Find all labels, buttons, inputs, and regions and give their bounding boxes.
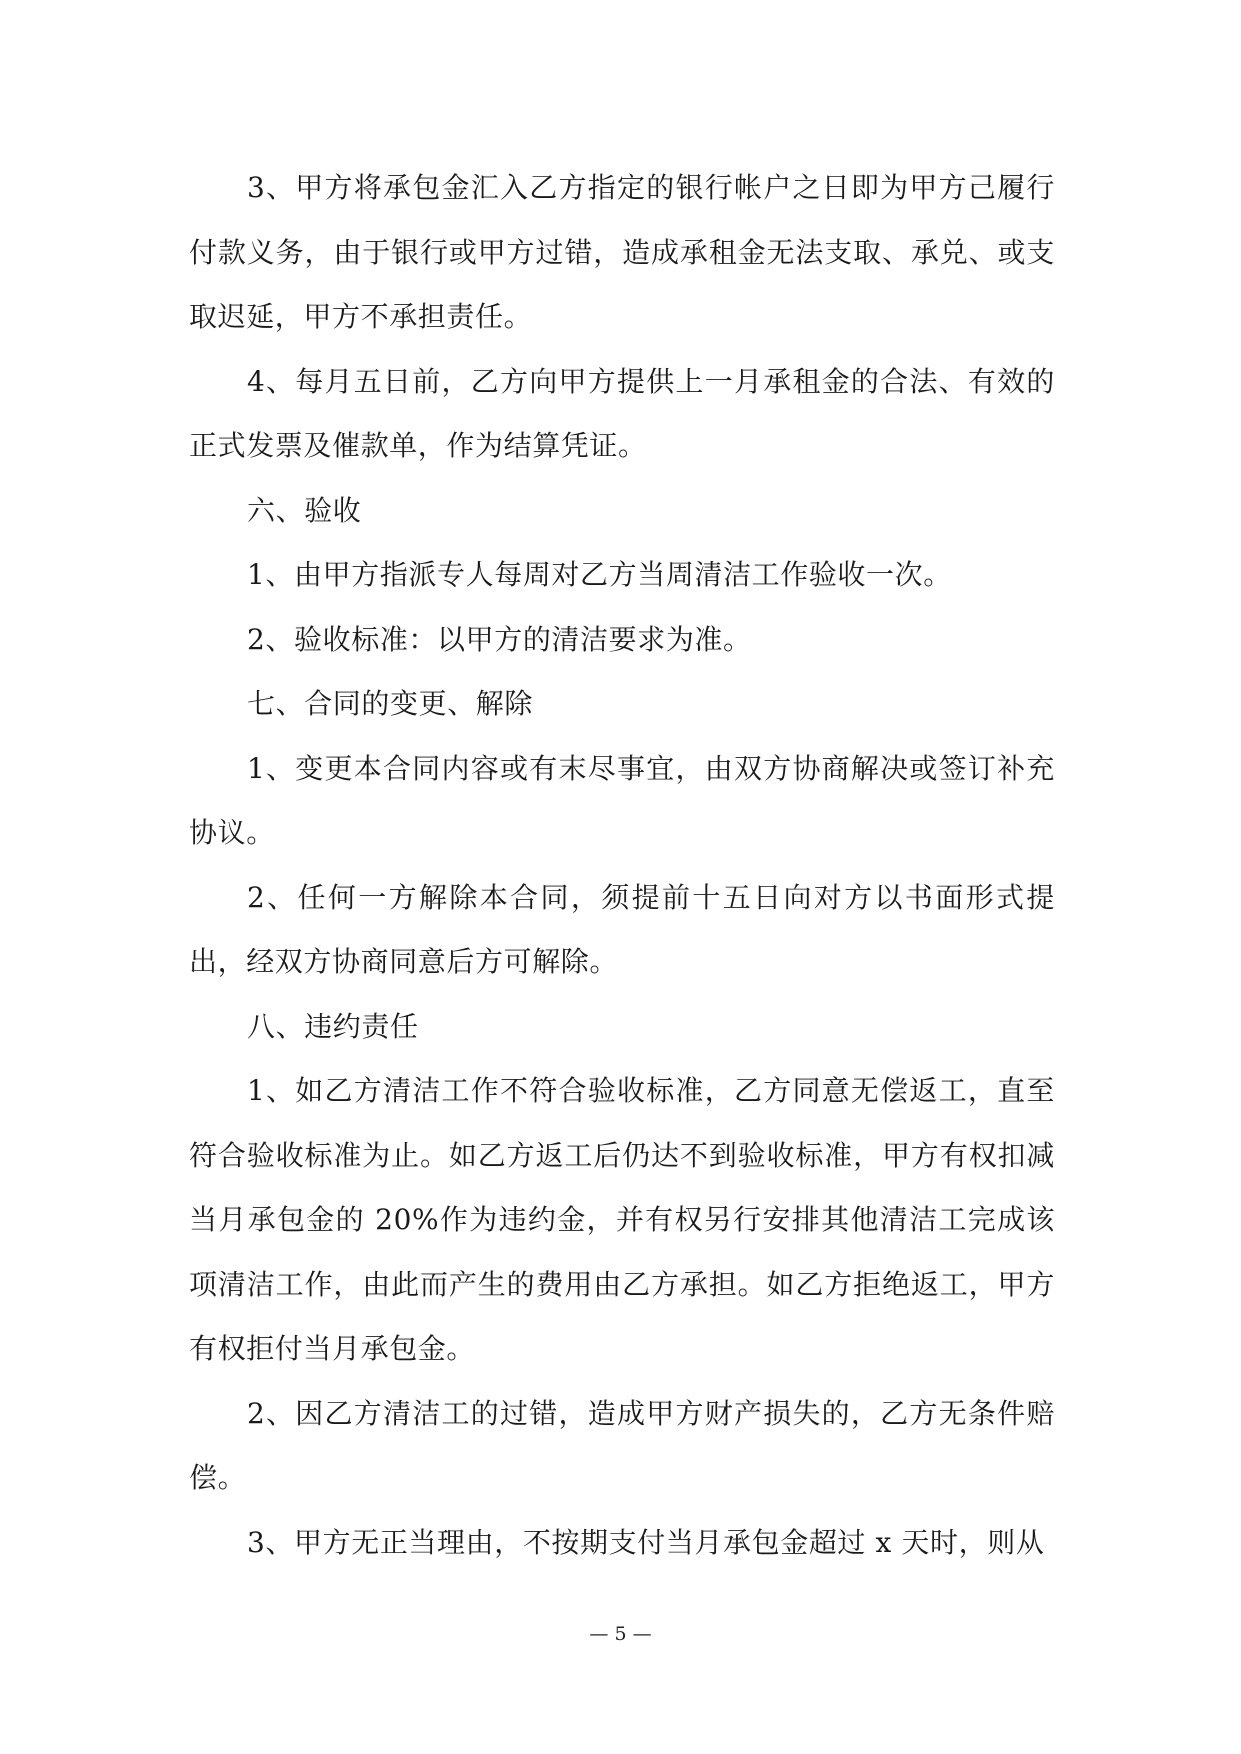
paragraph-acceptance-clause-2: 2、验收标准：以甲方的清洁要求为准。 xyxy=(247,622,752,656)
paragraph-liability-clause-1: 1、如乙方清洁工作不符合验收标准，乙方同意无偿返工，直至符合验收标准为止。如乙方返工后仍达不到验收标准，甲方有权扣减当月承包金的 20%作为违约金，并有权另行安排其他清洁工完成该项清洁工作，由此而产生的费用由乙方承担。如乙方拒绝返工，甲方有权拒付当月承包金。 xyxy=(189,1074,1055,1365)
paragraph-acceptance-clause-1: 1、由甲方指派专人每周对乙方当周清洁工作验收一次。 xyxy=(247,558,952,591)
paragraph-liability-clause-3: 3、甲方无正当理由，不按期支付当月承包金超过 x 天时，则从 xyxy=(247,1525,1045,1559)
paragraph-payment-clause-4: 4、每月五日前，乙方向甲方提供上一月承租金的合法、有效的正式发票及催款单，作为结算凭证。 xyxy=(189,364,1055,462)
section-heading-modification: 七、合同的变更、解除 xyxy=(247,687,534,720)
section-heading-liability: 八、违约责任 xyxy=(247,1009,419,1043)
paragraph-payment-clause-3: 3、甲方将承包金汇入乙方指定的银行帐户之日即为甲方己履行付款义务，由于银行或甲方过错，造成承租金无法支取、承兑、或支取迟延，甲方不承担责任。 xyxy=(189,171,1055,333)
page-number: — 5 — xyxy=(589,1623,652,1645)
paragraph-liability-clause-2: 2、因乙方清洁工的过错，造成甲方财产损失的，乙方无条件赔偿。 xyxy=(189,1396,1055,1494)
document-body xyxy=(189,156,1055,1575)
paragraph-modification-clause-2: 2、任何一方解除本合同，须提前十五日向对方以书面形式提出，经双方协商同意后方可解除。 xyxy=(189,880,1055,978)
section-heading-acceptance: 六、验收 xyxy=(247,493,362,527)
paragraph-modification-clause-1: 1、变更本合同内容或有末尽事宜，由双方协商解决或签订补充协议。 xyxy=(189,751,1055,849)
